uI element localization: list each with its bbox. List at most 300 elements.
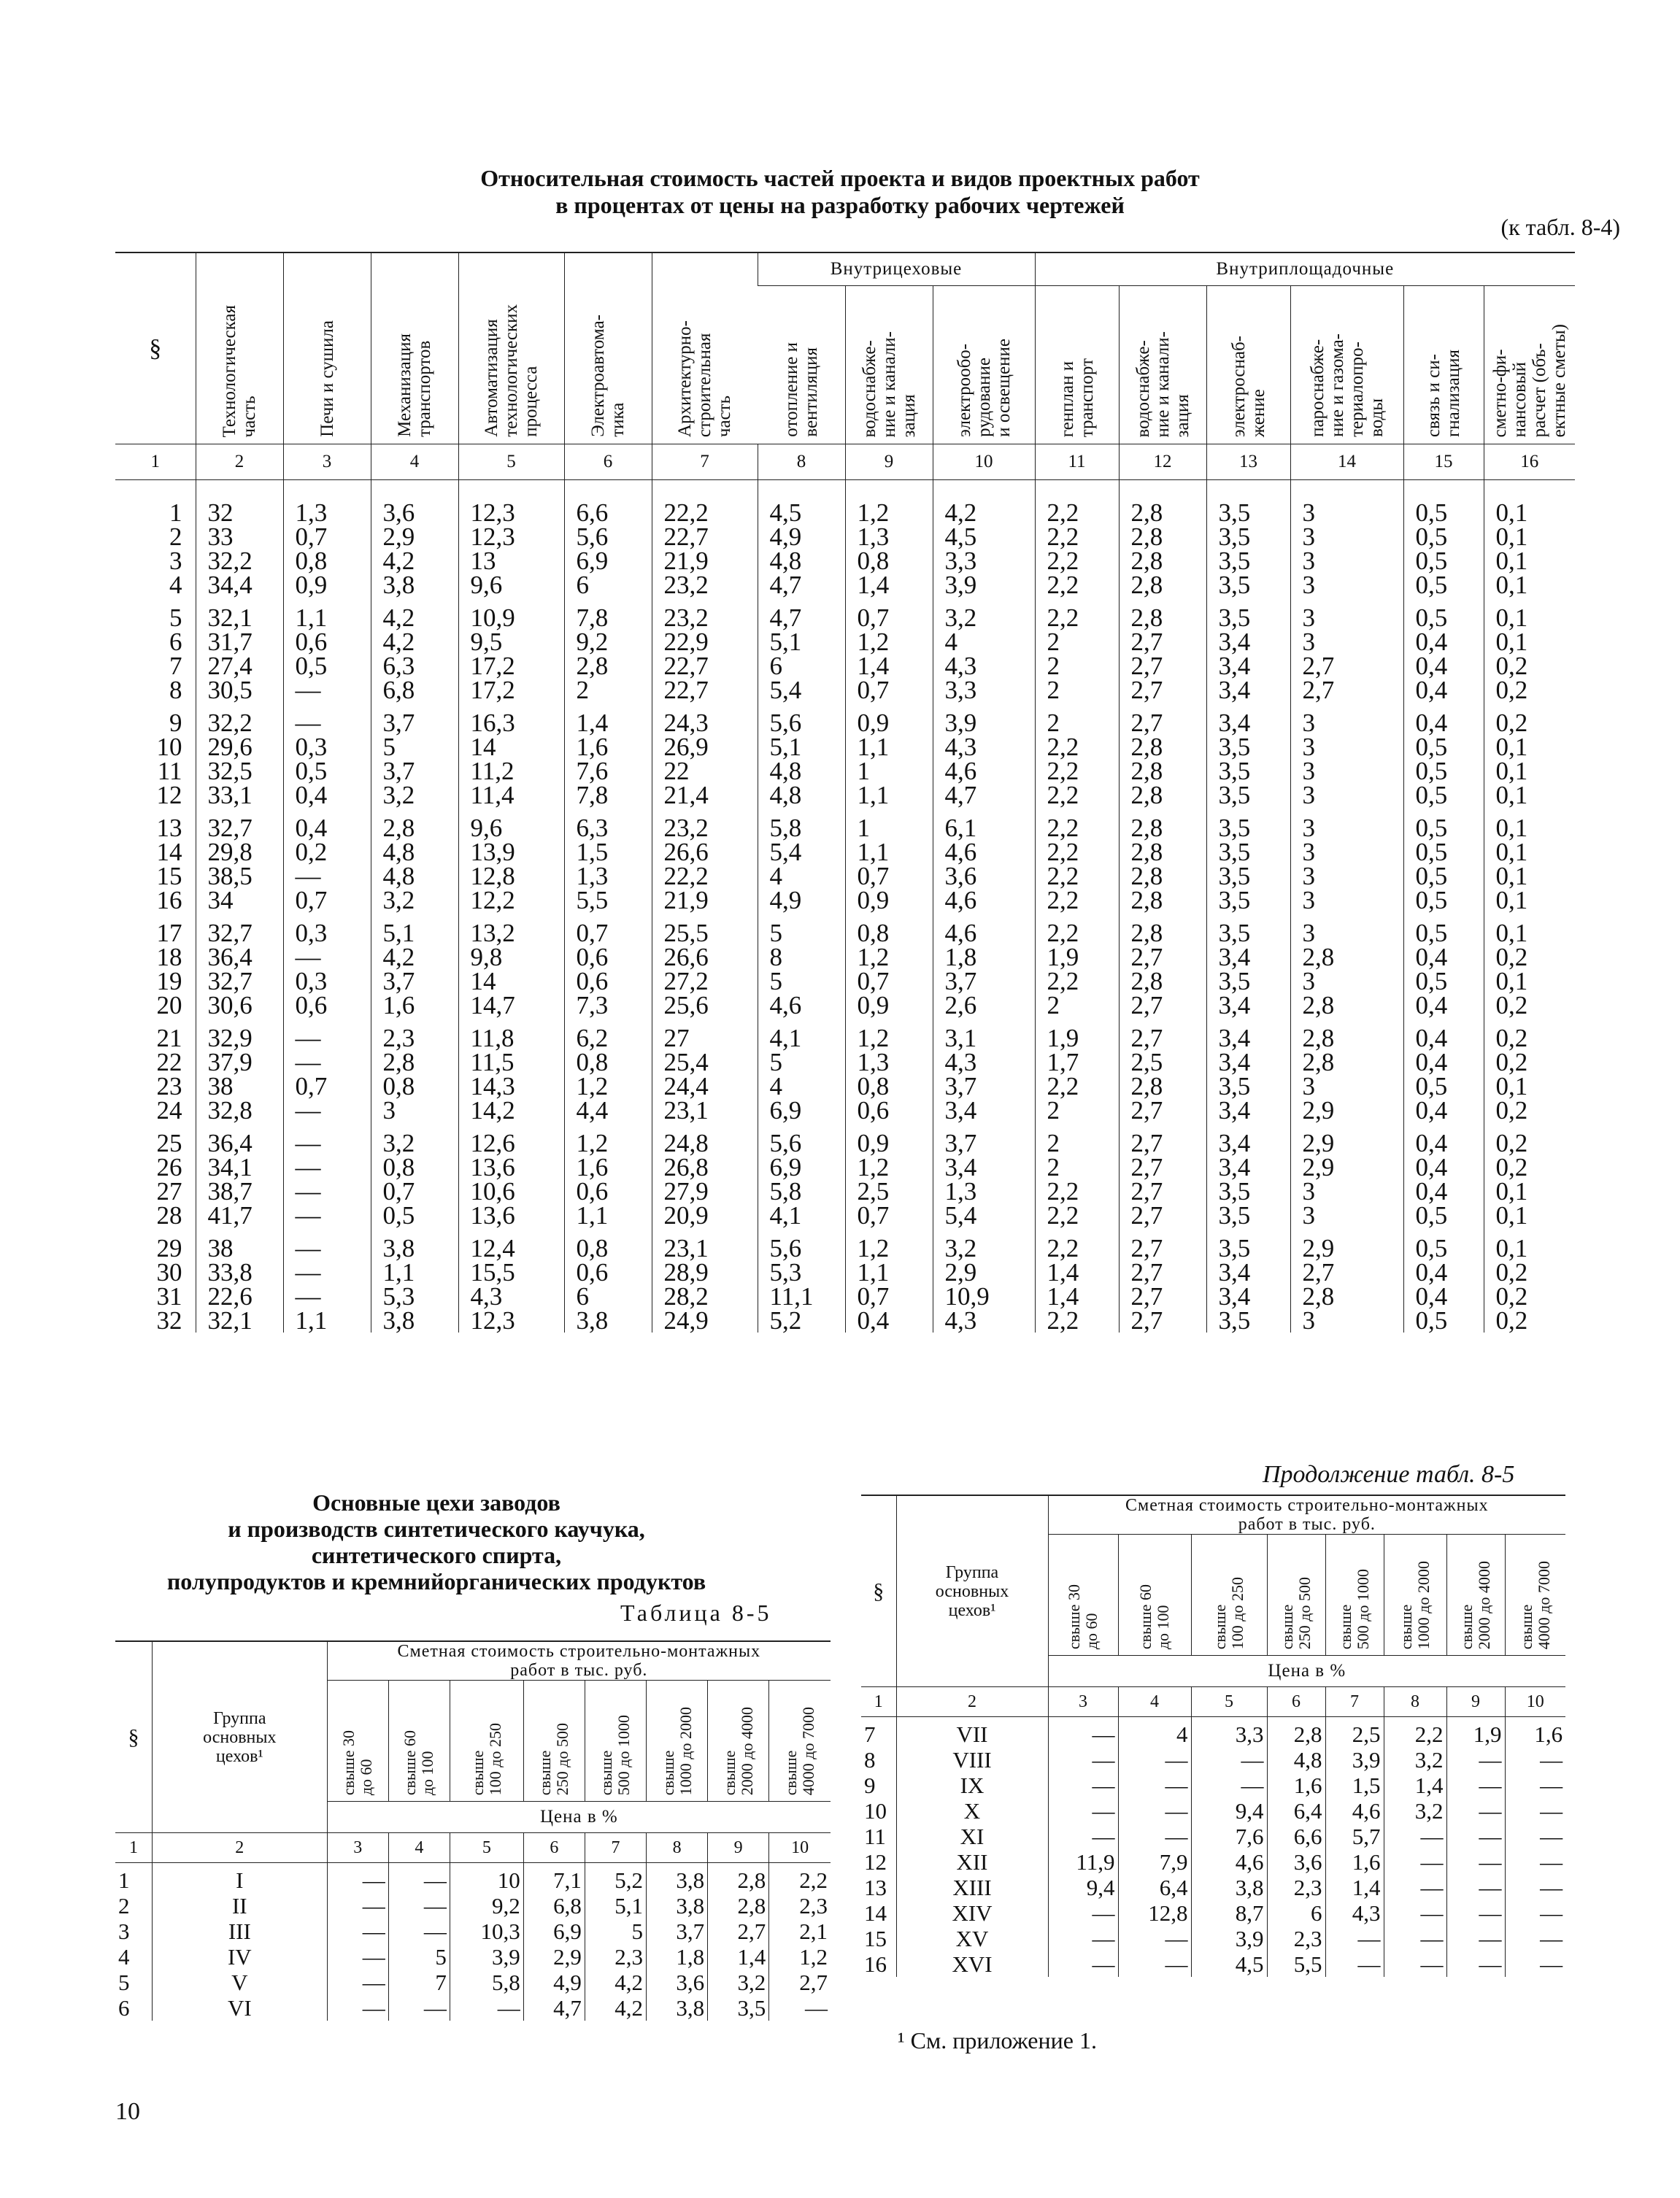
cell: 38,5 [196, 864, 283, 888]
cell: — [283, 1284, 371, 1308]
cell: 0,2 [1484, 945, 1575, 969]
cell: — [327, 1893, 388, 1919]
cell: 0,5 [1403, 549, 1484, 573]
cell: 3,4 [1206, 1284, 1290, 1308]
cell: 12,6 [458, 1122, 564, 1155]
col-number: 13 [1206, 444, 1290, 480]
column-numbers-row [115, 1833, 831, 1863]
cell: 3,6 [1267, 1849, 1325, 1875]
cell: 1,6 [1267, 1773, 1325, 1798]
row-index: 9 [169, 709, 182, 737]
table-row [115, 549, 1575, 573]
cell: 4,9 [758, 525, 845, 549]
cell: 2,7 [1119, 1203, 1206, 1227]
table-row [115, 1970, 831, 1995]
cell: 15,5 [458, 1260, 564, 1284]
cell: 0,5 [1403, 597, 1484, 630]
cell: 0,1 [1484, 1227, 1575, 1260]
group-cell: X [896, 1798, 1048, 1824]
cell: 5,6 [758, 1227, 845, 1260]
cell: 3,4 [1206, 702, 1290, 735]
cell: 0,1 [1484, 1179, 1575, 1203]
cell: 2,8 [1119, 525, 1206, 549]
cell: 10 [450, 1863, 523, 1894]
cell: 1,3 [933, 1179, 1035, 1203]
row-index: 10 [864, 1798, 887, 1824]
cell: 0,4 [845, 1308, 933, 1333]
cell: 4,6 [933, 912, 1035, 945]
cell: 0,5 [1403, 1074, 1484, 1098]
footnote: ¹ См. приложение 1. [898, 2027, 1097, 2054]
cell: 2,7 [1290, 1260, 1403, 1284]
cell: 3,5 [1206, 759, 1290, 783]
cell: 3,2 [933, 597, 1035, 630]
cell: 0,8 [845, 1074, 933, 1098]
col-number: 10 [1505, 1687, 1565, 1717]
cell: 4,3 [933, 735, 1035, 759]
col-header: Автоматизация технологических процесса [458, 252, 564, 444]
cell: 24,8 [652, 1122, 758, 1155]
group-cell: XIV [896, 1900, 1048, 1926]
cell: 2,9 [1290, 1155, 1403, 1179]
cell: 6,3 [564, 807, 652, 840]
cell: 2,7 [1119, 1260, 1206, 1284]
cell: 12,2 [458, 888, 564, 912]
cell: 2 [1035, 654, 1119, 678]
cell: 3,2 [371, 1122, 458, 1155]
table-row [115, 912, 1575, 945]
cell: 0,6 [283, 630, 371, 654]
row-index: 20 [156, 991, 182, 1019]
cell: 13,6 [458, 1155, 564, 1179]
range-header: свыше 100 до 250 [450, 1681, 523, 1802]
cell: 4,1 [758, 1203, 845, 1227]
cell: 2,8 [1119, 888, 1206, 912]
cell: 4,4 [564, 1098, 652, 1122]
cell: 2,8 [1290, 993, 1403, 1017]
cell: 0,2 [1484, 1308, 1575, 1333]
row-index: 24 [156, 1096, 182, 1125]
col-number: 7 [652, 444, 758, 480]
col-number: 10 [769, 1833, 831, 1863]
group-col-header: Группа основных цехов¹ [152, 1641, 327, 1833]
cell: 1,9 [1035, 945, 1119, 969]
cell: 32,1 [196, 1308, 283, 1333]
table-row [115, 1098, 1575, 1122]
cell: — [1048, 1798, 1118, 1824]
cell: 0,8 [564, 1050, 652, 1074]
cell: 2 [1035, 702, 1119, 735]
cell: 3,5 [1206, 807, 1290, 840]
cell: 0,5 [283, 654, 371, 678]
cell: 3,5 [708, 1995, 769, 2021]
cell: 22,2 [652, 480, 758, 525]
row-index: 31 [156, 1282, 182, 1311]
cell: 2,2 [1035, 969, 1119, 993]
cell: 2,3 [769, 1893, 831, 1919]
cell: 2,8 [371, 807, 458, 840]
cell: 4,7 [758, 573, 845, 597]
cell: 6,9 [564, 549, 652, 573]
cell: 0,1 [1484, 549, 1575, 573]
row-index: 32 [156, 1306, 182, 1335]
col-number: 6 [1267, 1687, 1325, 1717]
cell: 4 [758, 1074, 845, 1098]
cell: 1,2 [769, 1944, 831, 1970]
cell: 2,2 [1035, 549, 1119, 573]
cell: 34,4 [196, 573, 283, 597]
cell: 12,3 [458, 1308, 564, 1333]
cell: 5 [388, 1944, 450, 1970]
cell: 6,4 [1118, 1875, 1191, 1900]
cell: 2 [1035, 1122, 1119, 1155]
cell: 12,4 [458, 1227, 564, 1260]
cell: 5,1 [758, 735, 845, 759]
cell: 5,7 [1325, 1824, 1384, 1849]
cell: 2,8 [1119, 807, 1206, 840]
cell: 27,4 [196, 654, 283, 678]
table-row [115, 630, 1575, 654]
cell: 2,5 [1325, 1717, 1384, 1748]
cell: 32 [196, 480, 283, 525]
row-index: 1 [169, 498, 182, 527]
cell: 11,5 [458, 1050, 564, 1074]
cell: 11,2 [458, 759, 564, 783]
cell: 2,8 [564, 654, 652, 678]
cell: 0,7 [845, 678, 933, 702]
cell: 1,2 [564, 1074, 652, 1098]
cell: 31,7 [196, 630, 283, 654]
col-header: электроснаб- жение [1206, 286, 1290, 444]
row-index: 8 [169, 676, 182, 704]
table-row [115, 597, 1575, 630]
col-header: отопление и вентиляция [758, 286, 845, 444]
range-header: свыше 2000 до 4000 [708, 1681, 769, 1802]
cost-header: Сметная стоимость строительно-монтажных работ в тыс. руб. [327, 1641, 831, 1681]
cell: — [1446, 1773, 1505, 1798]
cell: 5,6 [758, 702, 845, 735]
cell: 4,8 [758, 759, 845, 783]
cell: 0,9 [845, 993, 933, 1017]
cell: — [1118, 1747, 1191, 1773]
cell: 2,7 [1119, 1122, 1206, 1155]
cell: 1,7 [1035, 1050, 1119, 1074]
cell: — [1048, 1951, 1118, 1977]
cell: — [1446, 1798, 1505, 1824]
cell: 3,7 [371, 702, 458, 735]
cell: 1,4 [1325, 1875, 1384, 1900]
cell: 2,7 [1290, 678, 1403, 702]
cell: 3,5 [1206, 549, 1290, 573]
cell: 1,8 [647, 1944, 708, 1970]
table-row [861, 1717, 1565, 1748]
cell: 2,7 [708, 1919, 769, 1944]
col-header: сметно-фи- нансовый расчет (объ- ектные сметы) [1484, 286, 1575, 444]
cell: 1,4 [1035, 1260, 1119, 1284]
cell: 3,5 [1206, 1308, 1290, 1333]
cell: 0,2 [283, 840, 371, 864]
cell: 2,2 [1035, 735, 1119, 759]
cell: 1,2 [845, 945, 933, 969]
cell: 7,1 [523, 1863, 585, 1894]
cell: 5,6 [758, 1122, 845, 1155]
cell: 14 [458, 969, 564, 993]
cell: — [1505, 1875, 1565, 1900]
cell: 4,6 [933, 759, 1035, 783]
group-cell: XVI [896, 1951, 1048, 1977]
cell: 3,2 [1384, 1798, 1446, 1824]
row-index: 7 [169, 652, 182, 680]
cell: — [1325, 1951, 1384, 1977]
cell: 3,5 [1206, 1074, 1290, 1098]
price-header: Цена в % [1048, 1656, 1565, 1687]
cell: — [327, 1919, 388, 1944]
cell: — [283, 702, 371, 735]
cell: 0,1 [1484, 783, 1575, 807]
cell: 1,6 [564, 735, 652, 759]
col-number: 9 [1446, 1687, 1505, 1717]
cell: 8 [758, 945, 845, 969]
table-row [115, 1074, 1575, 1098]
cell: 24,4 [652, 1074, 758, 1098]
cell: — [283, 1179, 371, 1203]
cell: 0,6 [564, 945, 652, 969]
row-index: 30 [156, 1258, 182, 1287]
cell: 5,5 [1267, 1951, 1325, 1977]
cell: 1,1 [283, 597, 371, 630]
cell: — [1505, 1824, 1565, 1849]
cell: 6,9 [523, 1919, 585, 1944]
cell: 2,2 [1035, 525, 1119, 549]
cell: 3 [1290, 480, 1403, 525]
cell: 32,7 [196, 807, 283, 840]
cell: 3,3 [933, 678, 1035, 702]
cell: 11,8 [458, 1017, 564, 1050]
cell: 3,7 [933, 1074, 1035, 1098]
cell: 0,6 [564, 969, 652, 993]
cell: 2,5 [845, 1179, 933, 1203]
cell: 10,6 [458, 1179, 564, 1203]
cell: 3 [1290, 888, 1403, 912]
row-index: 2 [169, 522, 182, 551]
col-number: 15 [1403, 444, 1484, 480]
cell: 0,7 [283, 888, 371, 912]
cell: 2,2 [1384, 1717, 1446, 1748]
cell: 5 [758, 969, 845, 993]
row-index: 3 [169, 547, 182, 575]
cell: 6,6 [1267, 1824, 1325, 1849]
cell: 2 [1035, 678, 1119, 702]
cell: 4,5 [933, 525, 1035, 549]
cell: — [1446, 1900, 1505, 1926]
cell: 3,4 [1206, 993, 1290, 1017]
cell: 4,8 [758, 549, 845, 573]
group-cell: VII [896, 1717, 1048, 1748]
table-row [115, 480, 1575, 525]
table-row [115, 1863, 831, 1894]
price-header: Цена в % [327, 1802, 831, 1833]
col-number: 9 [708, 1833, 769, 1863]
table-row [115, 1944, 831, 1970]
table-row [115, 864, 1575, 888]
col-number: 7 [585, 1833, 646, 1863]
cell: 0,4 [1403, 1155, 1484, 1179]
row-index: 11 [864, 1824, 886, 1849]
cell: — [1325, 1926, 1384, 1951]
cell: 1,4 [845, 654, 933, 678]
cell: 2,9 [1290, 1227, 1403, 1260]
cell: — [1118, 1824, 1191, 1849]
col-number: 10 [933, 444, 1035, 480]
table-row [115, 1017, 1575, 1050]
cell: 4,9 [758, 888, 845, 912]
t85-heading-line4: полупродуктов и кремнийорганических продуктов [166, 1568, 706, 1594]
col-number: 6 [523, 1833, 585, 1863]
cell: 0,6 [564, 1260, 652, 1284]
cell: 2,2 [1035, 1203, 1119, 1227]
cell: 2 [1035, 630, 1119, 654]
cell: 0,5 [1403, 1203, 1484, 1227]
cell: 2,2 [1035, 1308, 1119, 1333]
group-cell: III [152, 1919, 327, 1944]
cell: 3,4 [1206, 1260, 1290, 1284]
cell: — [1191, 1747, 1267, 1773]
cell: 9,4 [1048, 1875, 1118, 1900]
cell: 2 [1035, 993, 1119, 1017]
cell: 1,4 [845, 573, 933, 597]
cell: — [1118, 1773, 1191, 1798]
cell: 6,2 [564, 1017, 652, 1050]
cell: — [1446, 1951, 1505, 1977]
cell: 5,2 [758, 1308, 845, 1333]
row-index: 13 [864, 1875, 887, 1900]
cell: 2,2 [1035, 1074, 1119, 1098]
cell: 2,8 [371, 1050, 458, 1074]
cell: 0,2 [1484, 702, 1575, 735]
cell: 4,6 [1191, 1849, 1267, 1875]
cell: 14,2 [458, 1098, 564, 1122]
range-header: свыше 1000 до 2000 [647, 1681, 708, 1802]
cell: 2,2 [1035, 573, 1119, 597]
group-inner-shop: Внутрицеховые [758, 252, 1035, 286]
row-index: 1 [118, 1867, 130, 1893]
row-index: 16 [864, 1951, 887, 1977]
cell: — [1505, 1900, 1565, 1926]
cell: 14 [458, 735, 564, 759]
group-col-header: Группа основных цехов¹ [896, 1495, 1048, 1687]
cell: 3,4 [1206, 1017, 1290, 1050]
t85-part1-table [115, 1640, 831, 2021]
cell: 0,1 [1484, 759, 1575, 783]
range-header: свыше 60 до 100 [1118, 1535, 1191, 1656]
table-row [115, 1308, 1575, 1333]
cell: 0,1 [1484, 912, 1575, 945]
cell: 38 [196, 1227, 283, 1260]
cell: — [283, 1227, 371, 1260]
cell: 2,8 [1119, 549, 1206, 573]
cell: 0,5 [1403, 480, 1484, 525]
cell: 0,5 [1403, 573, 1484, 597]
table-row [861, 1926, 1565, 1951]
t85-table-label: Таблица 8-5 [620, 1600, 772, 1626]
cell: 1,2 [845, 1017, 933, 1050]
cell: 23,2 [652, 807, 758, 840]
cell: 3,7 [933, 969, 1035, 993]
cell: 2,3 [585, 1944, 646, 1970]
cell: 3,8 [564, 1308, 652, 1333]
cell: 0,5 [1403, 525, 1484, 549]
row-index: 5 [169, 604, 182, 632]
col-number: 6 [564, 444, 652, 480]
cell: 2,8 [708, 1893, 769, 1919]
cell: — [327, 1863, 388, 1894]
col-header: электрообо- рудование и освещение [933, 286, 1035, 444]
cell: 26,9 [652, 735, 758, 759]
table-row [115, 807, 1575, 840]
cell: 2,3 [1267, 1926, 1325, 1951]
cell: 6 [758, 654, 845, 678]
main-title-line1: Относительная стоимость частей проекта и видов проектных работ [480, 165, 1200, 191]
cell: 1,2 [845, 630, 933, 654]
cell: 4,3 [933, 1050, 1035, 1074]
table-row [861, 1798, 1565, 1824]
cell: 2,8 [1119, 912, 1206, 945]
table-row [115, 945, 1575, 969]
cell: 0,4 [1403, 1017, 1484, 1050]
cell: 36,4 [196, 945, 283, 969]
cell: 0,4 [1403, 1050, 1484, 1074]
table-row [115, 1050, 1575, 1074]
cell: 2 [1035, 1155, 1119, 1179]
cell: — [388, 1919, 450, 1944]
col-header: водоснабже- ние и канали- зация [1119, 286, 1206, 444]
cell: 3,4 [933, 1098, 1035, 1122]
cell: 22,7 [652, 678, 758, 702]
cell: 2,5 [1119, 1050, 1206, 1074]
range-header: свыше 100 до 250 [1191, 1535, 1267, 1656]
cell: 6,6 [564, 480, 652, 525]
row-index: 21 [156, 1024, 182, 1052]
cell: 4,3 [1325, 1900, 1384, 1926]
range-header: свыше 2000 до 4000 [1446, 1535, 1505, 1656]
row-index: 25 [156, 1129, 182, 1157]
cell: 4,2 [371, 597, 458, 630]
cell: 32,7 [196, 912, 283, 945]
cell: 4 [1118, 1717, 1191, 1748]
cell: 13,9 [458, 840, 564, 864]
cell: 0,2 [1484, 1050, 1575, 1074]
cell: — [1048, 1926, 1118, 1951]
cell: 0,4 [1403, 993, 1484, 1017]
cell: 33,8 [196, 1260, 283, 1284]
cell: 0,1 [1484, 1203, 1575, 1227]
cell: 1,2 [845, 1227, 933, 1260]
cell: 3,4 [1206, 945, 1290, 969]
cell: 2,8 [1290, 945, 1403, 969]
table-row [861, 1824, 1565, 1849]
cell: 2,2 [1035, 480, 1119, 525]
col-number: 1 [115, 1833, 152, 1863]
cell: 2,7 [769, 1970, 831, 1995]
table-row [115, 573, 1575, 597]
cell: 27,9 [652, 1179, 758, 1203]
cell: 38,7 [196, 1179, 283, 1203]
cell: 3 [371, 1098, 458, 1122]
col-number: 5 [450, 1833, 523, 1863]
cell: 20,9 [652, 1203, 758, 1227]
cell: 1,6 [564, 1155, 652, 1179]
cell: 3,2 [708, 1970, 769, 1995]
